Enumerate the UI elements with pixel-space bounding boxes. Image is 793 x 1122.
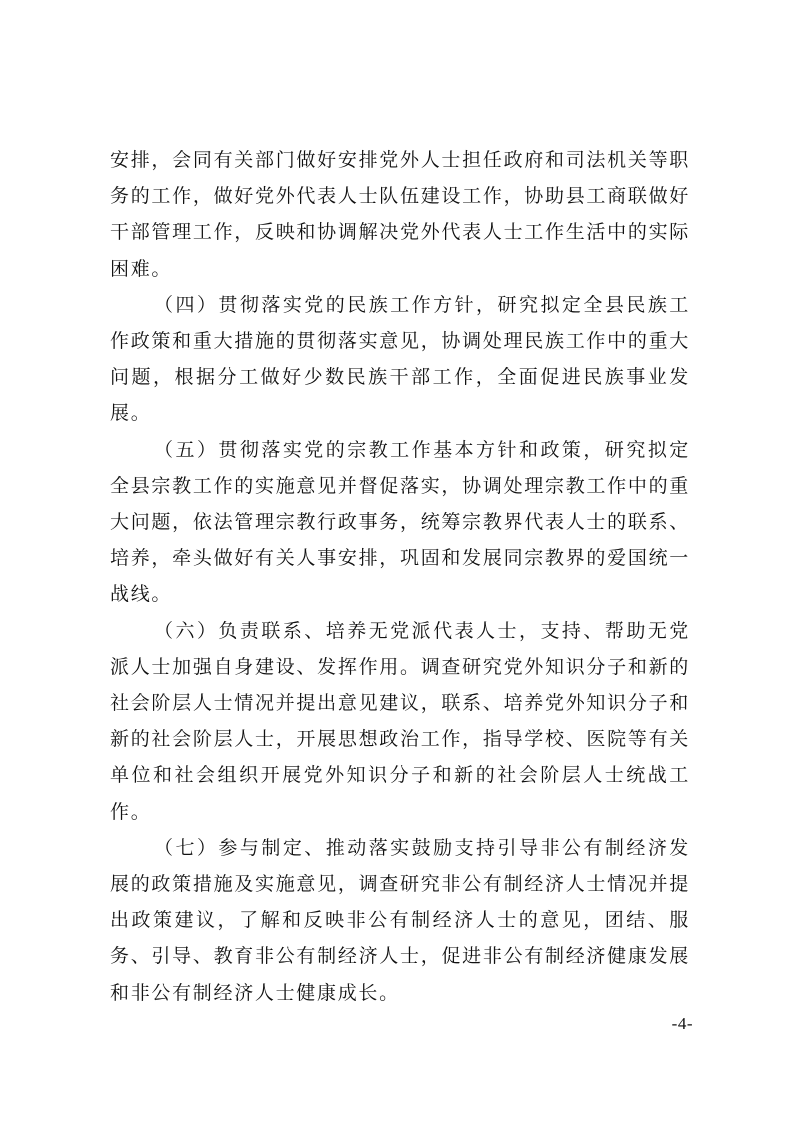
body-text bbox=[110, 142, 690, 1011]
paragraph-item-4: （四）贯彻落实党的民族工作方针，研究拟定全县民族工作政策和重大措施的贯彻落实意见，协调处理民族工作中的重大问题，根据分工做好少数民族干部工作，全面促进民族事业发展。 bbox=[110, 293, 690, 425]
paragraph-continuation: 安排，会同有关部门做好安排党外人士担任政府和司法机关等职务的工作，做好党外代表人士队伍建设工作，协助县工商联做好干部管理工作，反映和协调解决党外代表人士工作生活中的实际困难。 bbox=[110, 149, 690, 280]
page-number: -4- bbox=[671, 1014, 693, 1033]
paragraph-item-7: （七）参与制定、推动落实鼓励支持引导非公有制经济发展的政策措施及实施意见，调查研究非公有制经济人士情况并提出政策建议，了解和反映非公有制经济人士的意见，团结、服务、引导、教育非公有制经济人士，促进非公有制经济健康发展和非公有制经济人士健康成长。 bbox=[110, 836, 690, 1004]
paragraph-item-5: （五）贯彻落实党的宗教工作基本方针和政策，研究拟定全县宗教工作的实施意见并督促落实，协调处理宗教工作中的重大问题，依法管理宗教行政事务，统筹宗教界代表人士的联系、培养，牵头做好有关人事安排，巩固和发展同宗教界的爱国统一战线。 bbox=[110, 438, 690, 606]
paragraph-item-6: （六）负责联系、培养无党派代表人士，支持、帮助无党派人士加强自身建设、发挥作用。调查研究党外知识分子和新的社会阶层人士情况并提出意见建议，联系、培养党外知识分子和新的社会阶层人士，开展思想政治工作，指导学校、医院等有关单位和社会组织开展党外知识分子和新的社会阶层人士统战工作。 bbox=[110, 619, 690, 823]
